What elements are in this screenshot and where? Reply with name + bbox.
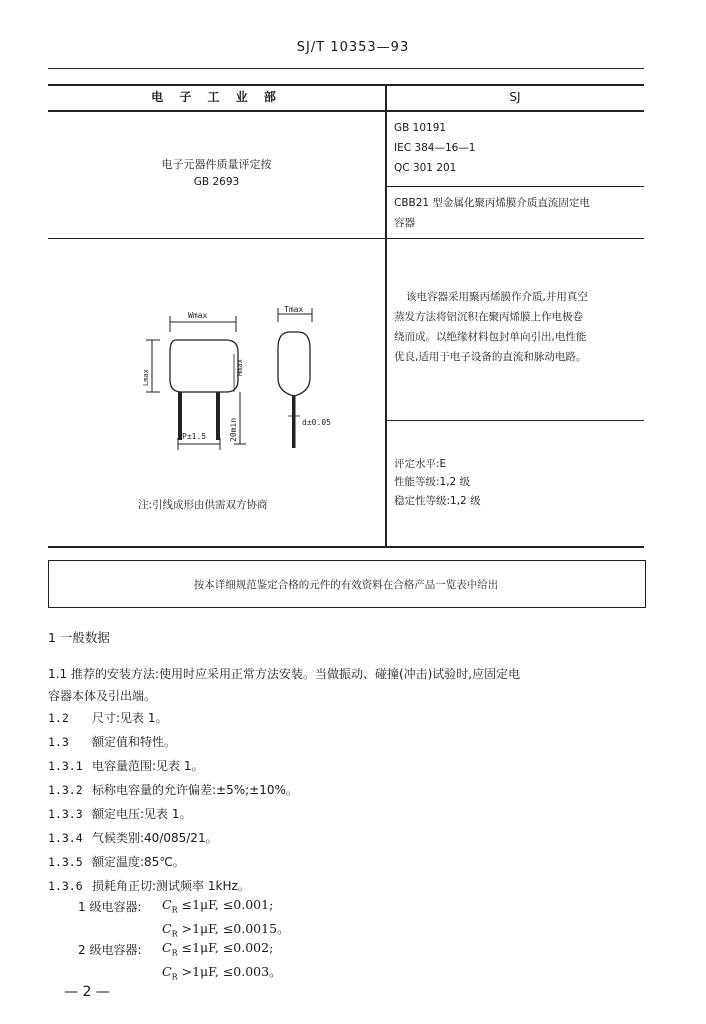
description-line-3: 绕而成。以绝缘材料包封单向引出,电性能 xyxy=(394,331,587,343)
description-line-2: 蒸发方法将铝沉积在聚丙烯膜上作电极卷 xyxy=(394,311,583,323)
description-line-4: 优良,适用于电子设备的直流和脉动电路。 xyxy=(394,351,587,363)
std-ref-3: QC 301 201 xyxy=(394,162,457,174)
paragraph-1-1-line-2: 容器本体及引出端。 xyxy=(48,689,157,703)
grade-2-label: 2 级电容器: xyxy=(78,943,142,957)
pitch-label: P±1.5 xyxy=(182,432,207,441)
item-text: 损耗角正切:测试频率 1kHz。 xyxy=(92,879,250,893)
cr-subscript: R xyxy=(171,948,178,958)
table-mid-rule xyxy=(48,238,644,239)
std-ref-2: IEC 384—16—1 xyxy=(394,142,476,154)
cr-subscript: R xyxy=(171,972,178,982)
capacitor-body-front xyxy=(170,340,238,392)
grade-1-value-1: ≤1μF, ≤0.001; xyxy=(181,897,274,912)
item-number: 1.2 xyxy=(48,711,69,725)
standard-number: SJ/T 10353—93 xyxy=(296,40,410,55)
item-text: 电容量范围:见表 1。 xyxy=(92,759,204,773)
item-1-3-5 xyxy=(48,852,658,872)
item-number: 1.3.3 xyxy=(48,807,83,821)
spec-name: 电子元器件质量评定按 xyxy=(161,158,272,171)
thickness-max-label: Tmax xyxy=(284,305,304,314)
item-number: 1.3.2 xyxy=(48,783,83,797)
lead-tolerance-label: d±0.05 xyxy=(302,418,331,427)
section-heading: 1 一般数据 xyxy=(48,630,110,645)
item-number: 1.3.5 xyxy=(48,855,83,869)
cr-subscript: R xyxy=(171,905,178,915)
item-text: 额定值和特性。 xyxy=(92,735,177,749)
grade-2-value-1: ≤1μF, ≤0.002; xyxy=(181,940,274,955)
product-title-line-1: CBB21 型金属化聚丙烯膜介质直流固定电 xyxy=(394,197,590,209)
table-head-bottom-rule xyxy=(48,110,644,112)
item-text: 尺寸:见表 1。 xyxy=(92,711,168,725)
std-ref-1: GB 10191 xyxy=(394,122,447,134)
item-text: 气候类别:40/085/21。 xyxy=(92,831,218,845)
item-number: 1.3 xyxy=(48,735,69,749)
rating-level: 评定水平:E xyxy=(394,458,447,470)
item-text: 额定温度:85℃。 xyxy=(92,855,185,869)
cr-symbol: C xyxy=(162,921,172,936)
rating-stability: 稳定性等级:1,2 级 xyxy=(394,495,481,507)
description-line-1: 该电容器采用聚丙烯膜作介质,并用真空 xyxy=(406,291,588,303)
table-vertical-divider xyxy=(385,84,387,546)
width-max-label: Wmax xyxy=(188,311,208,320)
height-max-label: Hmax xyxy=(236,359,244,376)
grade-1-label: 1 级电容器: xyxy=(78,900,142,914)
capacitor-body-side xyxy=(278,332,310,396)
page-number: — 2 — xyxy=(64,984,110,1000)
cr-subscript: R xyxy=(171,929,178,939)
item-1-3-2 xyxy=(48,780,658,800)
item-1-3-6 xyxy=(48,876,658,896)
spec-gb: GB 2693 xyxy=(193,176,240,188)
grade-2-value-2: >1μF, ≤0.003。 xyxy=(181,964,282,979)
rating-performance: 性能等级:1,2 级 xyxy=(394,476,471,488)
grade-1-value-2: >1μF, ≤0.0015。 xyxy=(181,921,290,936)
capacitor-outline-drawing xyxy=(130,292,370,468)
item-number: 1.3.1 xyxy=(48,759,83,773)
lead-length-label: 20min xyxy=(229,417,238,442)
grade-2-line-2 xyxy=(162,962,282,982)
product-title-line-2: 容器 xyxy=(394,217,415,229)
sj-heading: SJ xyxy=(509,90,521,104)
table-right-split-rule xyxy=(386,186,644,187)
item-1-3-4 xyxy=(48,828,658,848)
item-1-3-1 xyxy=(48,756,658,776)
grade-1-line-2 xyxy=(162,919,290,939)
item-text: 标称电容量的允许偏差:±5%;±10%。 xyxy=(92,783,298,797)
grade-2-line-1 xyxy=(162,940,273,958)
item-1-3 xyxy=(48,732,658,752)
cr-symbol: C xyxy=(162,940,172,955)
ministry-heading: 电 子 工 业 部 xyxy=(151,90,282,104)
lead-side xyxy=(292,396,296,448)
item-text: 额定电压:见表 1。 xyxy=(92,807,192,821)
lead-right xyxy=(216,392,220,440)
item-1-2 xyxy=(48,708,658,728)
table-head-top-rule xyxy=(48,84,644,86)
paragraph-1-1-line-1: 1.1 推荐的安装方法:使用时应采用正常方法安装。当做振动、碰撞(冲击)试验时,应固定电 xyxy=(48,667,521,681)
item-number: 1.3.6 xyxy=(48,879,83,893)
grade-1-line-1 xyxy=(162,897,273,915)
cr-symbol: C xyxy=(162,897,172,912)
length-max-label: Lmax xyxy=(142,369,150,386)
table-top-rule xyxy=(48,68,644,69)
table-right-split-rule-2 xyxy=(386,420,644,421)
item-number: 1.3.4 xyxy=(48,831,83,845)
notice-text: 按本详细规范鉴定合格的元件的有效资料在合格产品一览表中给出 xyxy=(193,579,499,591)
cr-symbol: C xyxy=(162,964,172,979)
table-bottom-rule xyxy=(48,546,644,548)
drawing-note: 注:引线成形由供需双方协商 xyxy=(138,499,268,511)
item-1-3-3 xyxy=(48,804,658,824)
